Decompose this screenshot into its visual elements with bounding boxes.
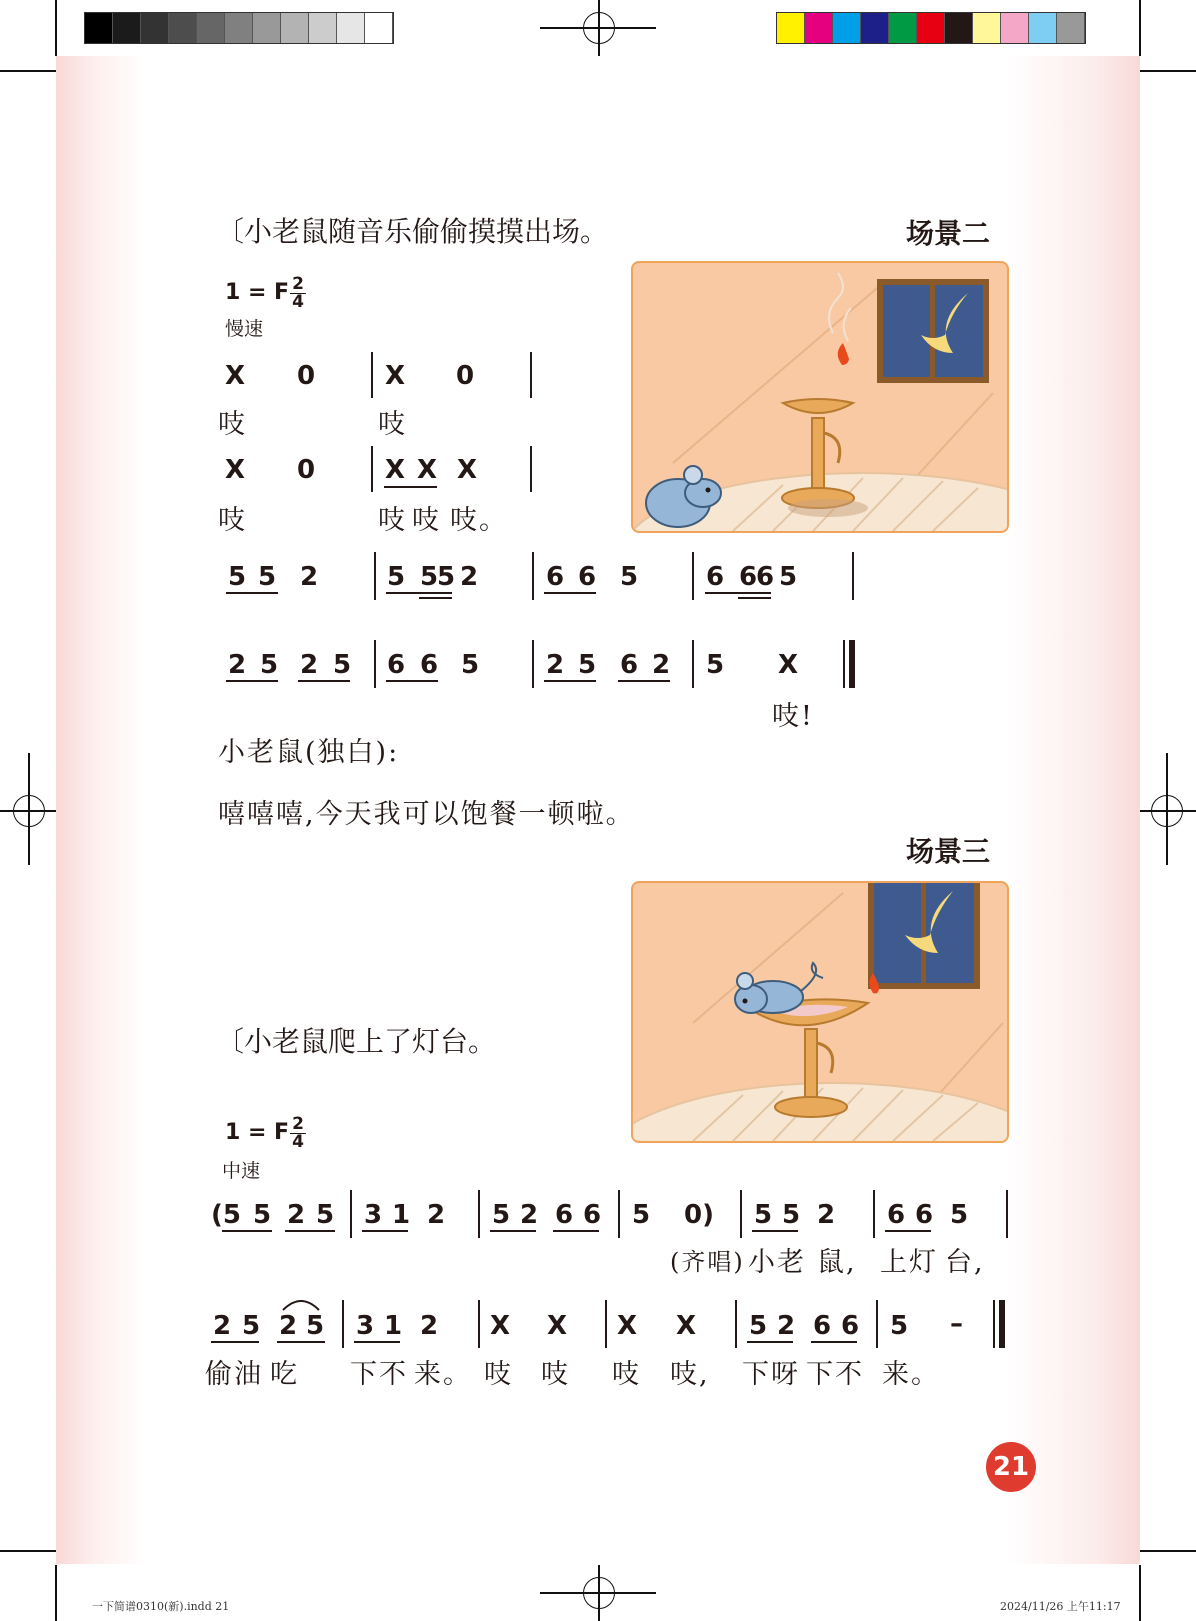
bar-line (342, 1300, 344, 1348)
note: 1 (392, 1200, 411, 1230)
lyric: 偷油 (205, 1359, 263, 1390)
bar-line (1006, 1190, 1008, 1238)
crop-mark (55, 1565, 57, 1621)
note: X (490, 1311, 511, 1341)
note: 2 (279, 1311, 298, 1341)
note: 5 (333, 650, 352, 680)
note: 2 (777, 1311, 796, 1341)
key-signature: 1 = F (225, 280, 290, 305)
note: 5 (749, 1311, 768, 1341)
note: X (225, 455, 246, 485)
underline-beam (226, 680, 278, 682)
note: 2 (427, 1200, 446, 1230)
note: 3 (356, 1311, 375, 1341)
lyric: 上灯 (880, 1247, 938, 1278)
note: 0 (297, 455, 316, 485)
note: 6 (813, 1311, 832, 1341)
tempo-marking: 慢速 (225, 318, 264, 340)
lyric: 吱 (541, 1359, 570, 1390)
note: X (778, 650, 799, 680)
note: 5 (316, 1200, 335, 1230)
underline-beam (362, 1230, 408, 1232)
stage-direction: 〔小老鼠爬上了灯台。 (216, 1025, 497, 1058)
final-bar-line (849, 640, 855, 688)
note: 2 (228, 650, 247, 680)
note: X (225, 361, 246, 391)
grayscale-color-bar (84, 12, 394, 44)
underline-beam (553, 1230, 599, 1232)
lyric: 来。 (414, 1359, 472, 1390)
gray-swatch (253, 13, 281, 43)
bar-line (873, 1190, 875, 1238)
note: 5 (950, 1200, 969, 1230)
note: 5 (779, 562, 798, 592)
crop-mark (1140, 70, 1196, 72)
lyric: 吱 (218, 409, 247, 440)
illustration-mouse-on-lamp (631, 881, 1009, 1143)
note: 6 (915, 1200, 934, 1230)
lyric: 吱! (772, 701, 814, 732)
note: 5 (260, 650, 279, 680)
lyric: 台, (945, 1247, 985, 1278)
lyric: 鼠, (817, 1247, 857, 1278)
bar-line (350, 1190, 352, 1238)
lyric: 下不 (350, 1359, 408, 1390)
scene-heading: 场景三 (906, 835, 991, 868)
note: 0 (456, 361, 475, 391)
final-bar-line (843, 640, 845, 688)
note: 5 (492, 1200, 511, 1230)
bar-line (618, 1190, 620, 1238)
bar-line (852, 552, 854, 600)
underline-beam (277, 1341, 325, 1343)
underline-beam (747, 1341, 793, 1343)
mouse-on-lamp-illustration (633, 883, 1007, 1141)
underline-beam (752, 1230, 798, 1232)
underline-beam (419, 597, 452, 599)
note: X (385, 361, 406, 391)
bar-line (530, 446, 532, 492)
final-bar-line (999, 1300, 1005, 1348)
color-swatch (833, 13, 861, 43)
underline-beam (885, 1230, 931, 1232)
final-bar-line (993, 1300, 995, 1348)
underline-beam (490, 1230, 536, 1232)
note: 5 (258, 562, 277, 592)
bar-line (478, 1190, 480, 1238)
underline-beam (222, 1230, 272, 1232)
note: 5 (437, 562, 456, 592)
note: 5 (228, 562, 247, 592)
gray-swatch (281, 13, 309, 43)
bar-line (692, 552, 694, 600)
note: 2 (287, 1200, 306, 1230)
time-signature: $\frac{2}{4}$ (290, 1116, 306, 1151)
lyric: 吃 (270, 1359, 299, 1390)
note: 6 (578, 562, 597, 592)
note: 5 (461, 650, 480, 680)
bar-line (692, 640, 694, 688)
underline-beam (618, 680, 670, 682)
note: 2 (652, 650, 671, 680)
bar-line (605, 1300, 607, 1348)
lyric: 吱 (412, 505, 441, 536)
note: (5 (211, 1200, 241, 1230)
note: 0) (684, 1200, 714, 1230)
color-swatch (889, 13, 917, 43)
note: 6 (583, 1200, 602, 1230)
gray-swatch (85, 13, 113, 43)
note: 5 (620, 562, 639, 592)
crop-mark (598, 0, 600, 56)
color-swatch (861, 13, 889, 43)
key-signature: 1 = F (225, 1120, 290, 1145)
time-signature: $\frac{2}{4}$ (290, 276, 306, 311)
cmyk-color-bar (776, 12, 1086, 44)
gray-swatch (225, 13, 253, 43)
note: 5 (754, 1200, 773, 1230)
color-swatch (1057, 13, 1085, 43)
gray-swatch (365, 13, 393, 43)
underline-beam (211, 1341, 259, 1343)
illustration-mouse-at-lamp (631, 261, 1009, 533)
lyric: 小老 (748, 1247, 806, 1278)
underline-beam (544, 680, 596, 682)
note: 6 (555, 1200, 574, 1230)
note: 6 (739, 562, 758, 592)
lyric: 吱 (378, 409, 407, 440)
note: – (950, 1309, 963, 1339)
lyric: 下不 (806, 1359, 864, 1390)
note: 6 (387, 650, 406, 680)
scene-heading: 场景二 (906, 217, 991, 250)
note: X (417, 455, 438, 485)
gray-swatch (337, 13, 365, 43)
bar-line (371, 352, 373, 398)
color-swatch (945, 13, 973, 43)
note: 6 (756, 562, 775, 592)
mouse-lamp-illustration (633, 263, 1007, 531)
note: 6 (620, 650, 639, 680)
bar-line (530, 352, 532, 398)
note: 0 (297, 361, 316, 391)
underline-beam (544, 592, 596, 594)
bar-line (532, 552, 534, 600)
note: X (547, 1311, 568, 1341)
lyric: 吱 (378, 505, 407, 536)
underline-beam (384, 486, 437, 488)
color-swatch (805, 13, 833, 43)
lyric: 来。 (882, 1359, 940, 1390)
underline-beam (738, 597, 771, 599)
note: 2 (300, 562, 319, 592)
crop-mark (1140, 1550, 1196, 1552)
crop-mark (1139, 1565, 1141, 1621)
crop-mark (1139, 0, 1141, 56)
bar-line (740, 1190, 742, 1238)
note: X (385, 455, 406, 485)
note: 5 (706, 650, 725, 680)
crop-mark (28, 753, 30, 865)
note: 2 (460, 562, 479, 592)
note: 2 (520, 1200, 539, 1230)
footer-file-info: 一下简谱0310(新).indd 21 (92, 1600, 230, 1613)
crop-mark (1140, 810, 1196, 812)
footer-timestamp: 2024/11/26 上午11:17 (1000, 1600, 1121, 1613)
underline-beam (705, 592, 771, 594)
lyric: 吱 (484, 1359, 513, 1390)
page-number-badge: 21 (986, 1442, 1036, 1492)
note: 6 (420, 650, 439, 680)
note: 5 (632, 1200, 651, 1230)
bar-line (374, 552, 376, 600)
note: 2 (300, 650, 319, 680)
note: 1 (384, 1311, 403, 1341)
underline-beam (285, 1230, 335, 1232)
color-swatch (1001, 13, 1029, 43)
note: 5 (253, 1200, 272, 1230)
note: 2 (546, 650, 565, 680)
gray-swatch (309, 13, 337, 43)
lyric: 吱 (218, 505, 247, 536)
lyric: 吱, (670, 1359, 710, 1390)
note: 5 (782, 1200, 801, 1230)
crop-mark (0, 70, 56, 72)
slur-mark (281, 1296, 321, 1312)
gray-swatch (169, 13, 197, 43)
underline-beam (226, 592, 278, 594)
note: 6 (706, 562, 725, 592)
tempo-marking: 中速 (222, 1160, 261, 1182)
lyric: 下呀 (742, 1359, 800, 1390)
underline-beam (386, 592, 452, 594)
color-swatch (777, 13, 805, 43)
bar-line (876, 1300, 878, 1348)
note: 6 (841, 1311, 860, 1341)
bar-line (371, 446, 373, 492)
note: 2 (817, 1200, 836, 1230)
note: 5 (578, 650, 597, 680)
monologue-text: 嘻嘻嘻,今天我可以饱餐一顿啦。 (218, 799, 635, 830)
underline-beam (386, 680, 438, 682)
note: 5 (306, 1311, 325, 1341)
note: 5 (387, 562, 406, 592)
monologue-title: 小老鼠(独白): (218, 737, 400, 768)
note: X (457, 455, 478, 485)
note: 2 (213, 1311, 232, 1341)
bar-line (478, 1300, 480, 1348)
bar-line (532, 640, 534, 688)
note: 5 (242, 1311, 261, 1341)
bar-line (735, 1300, 737, 1348)
gray-swatch (197, 13, 225, 43)
color-swatch (1029, 13, 1057, 43)
note: X (676, 1311, 697, 1341)
crop-mark (55, 0, 57, 56)
note: 5 (890, 1311, 909, 1341)
note: 6 (887, 1200, 906, 1230)
underline-beam (354, 1341, 400, 1343)
note: 5 (420, 562, 439, 592)
stage-direction: 〔小老鼠随音乐偷偷摸摸出场。 (216, 215, 609, 248)
color-swatch (973, 13, 1001, 43)
note: 2 (420, 1311, 439, 1341)
gray-swatch (141, 13, 169, 43)
crop-mark (0, 1550, 56, 1552)
gray-swatch (113, 13, 141, 43)
crop-mark (598, 1565, 600, 1621)
note: 3 (364, 1200, 383, 1230)
note: X (617, 1311, 638, 1341)
bar-line (374, 640, 376, 688)
color-swatch (917, 13, 945, 43)
underline-beam (811, 1341, 857, 1343)
lyric: 吱 (612, 1359, 641, 1390)
underline-beam (298, 680, 350, 682)
crop-mark (1166, 753, 1168, 865)
lyric-prefix: (齐唱) (670, 1248, 745, 1276)
note: 6 (546, 562, 565, 592)
lyric: 吱。 (450, 505, 508, 536)
